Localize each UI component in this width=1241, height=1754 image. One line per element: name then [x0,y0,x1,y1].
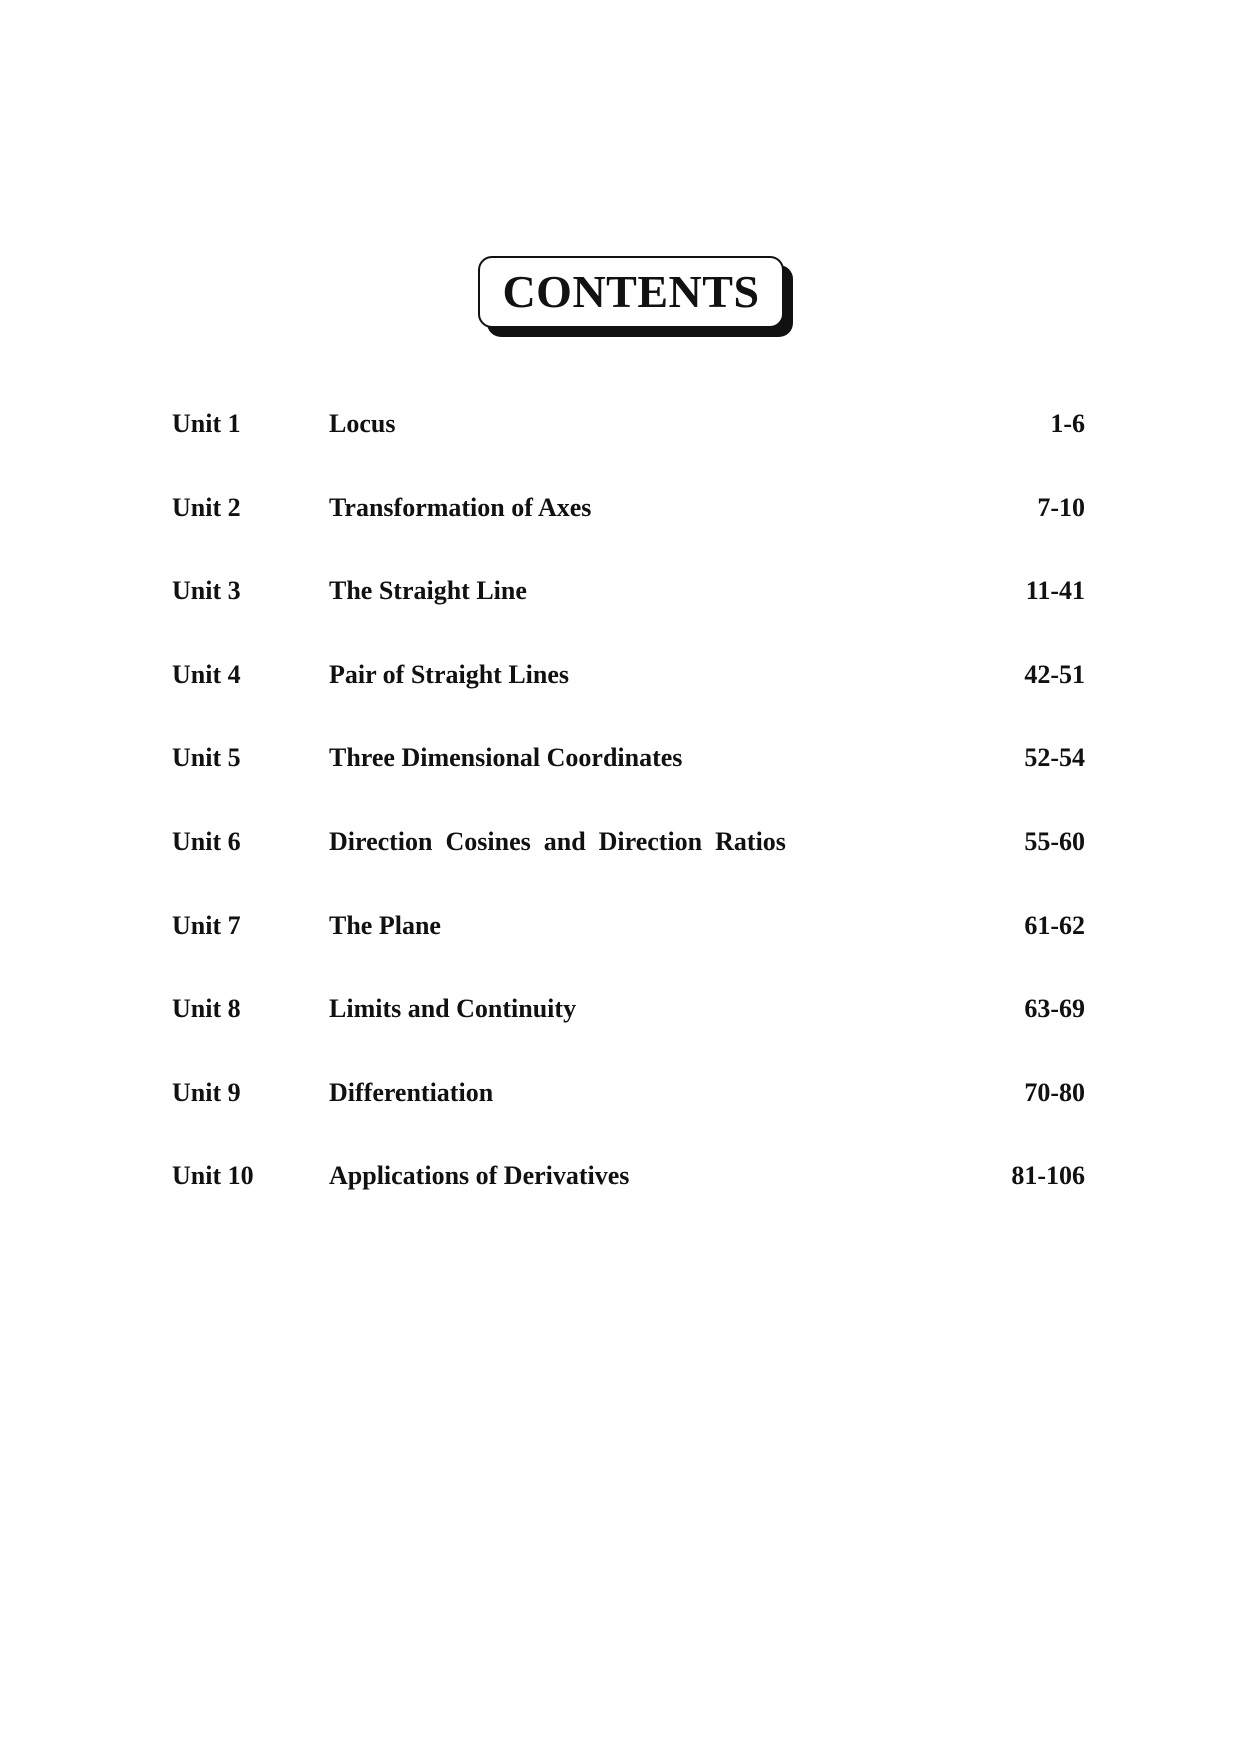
toc-unit-label: Unit 2 [172,492,241,522]
toc-unit-title: Applications of Derivatives [329,1161,630,1191]
toc-entry [172,653,1085,737]
toc-page-range: 52-54 [1024,743,1085,773]
toc-unit-label: Unit 5 [172,743,241,773]
toc-unit-label: Unit 4 [172,659,241,689]
page-title: CONTENTS [502,266,760,317]
toc-page-range: 61-62 [1024,910,1085,940]
toc-page-range: 70-80 [1024,1077,1085,1107]
toc-page-range: 11-41 [1025,576,1085,606]
toc-page-range: 55-60 [1024,826,1085,856]
toc-unit-title: Locus [329,409,396,438]
toc-unit-label: Unit 9 [172,1077,241,1107]
toc-page-range: 63-69 [1024,994,1085,1024]
toc-unit-label: Unit 1 [172,409,241,438]
toc-unit-title: Direction Cosines and Direction Ratios [329,826,786,856]
heading-box-frame [478,256,784,328]
toc-entry [172,987,1085,1071]
toc-entry [172,1071,1085,1155]
toc-entry [172,1154,1085,1238]
toc-entry [172,820,1085,904]
table-of-contents [172,402,1085,1238]
toc-unit-label: Unit 8 [172,994,241,1024]
toc-page-range: 42-51 [1024,659,1085,689]
toc-unit-label: Unit 7 [172,910,241,940]
toc-unit-label: Unit 3 [172,576,241,606]
toc-unit-title: Limits and Continuity [329,994,577,1024]
toc-page-range: 7-10 [1037,492,1085,522]
toc-unit-title: Transformation of Axes [329,492,592,522]
toc-unit-title: Three Dimensional Coordinates [329,743,683,773]
toc-entry [172,904,1085,988]
toc-entry [172,736,1085,820]
toc-entry [172,486,1085,570]
toc-unit-title: Differentiation [329,1077,494,1107]
toc-unit-label: Unit 6 [172,826,241,856]
toc-unit-title: Pair of Straight Lines [329,659,570,689]
toc-entry [172,569,1085,653]
toc-page-range: 1-6 [1050,409,1085,438]
toc-unit-title: The Plane [329,910,441,940]
toc-unit-title: The Straight Line [329,576,527,606]
toc-unit-label: Unit 10 [172,1161,254,1191]
toc-page-range: 81-106 [1011,1161,1085,1191]
contents-heading-box [478,256,784,328]
toc-entry [172,402,1085,486]
